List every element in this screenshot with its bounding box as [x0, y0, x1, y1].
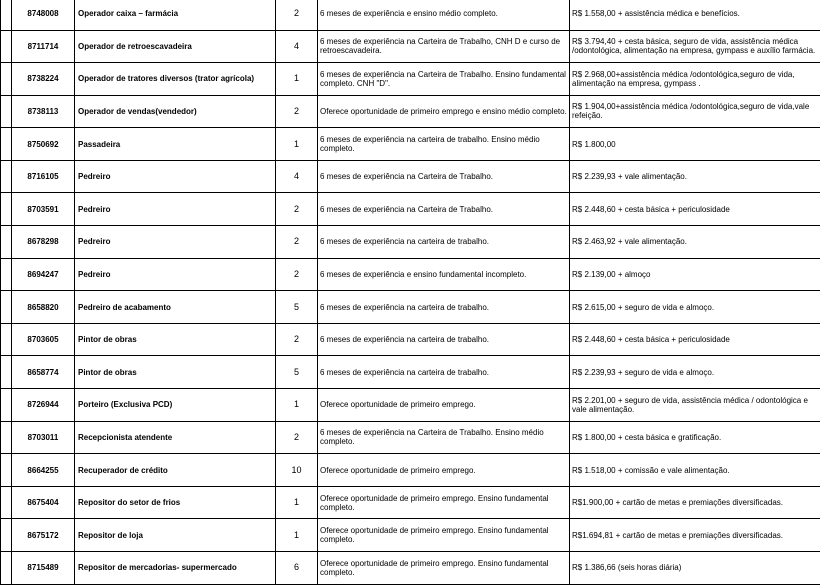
- row-margin-cell: [1, 226, 12, 259]
- vacancy-count: 10: [276, 454, 318, 487]
- job-title: Pedreiro: [75, 226, 276, 259]
- job-title: Operador de tratores diversos (trator agrícola): [75, 63, 276, 96]
- table-row: [1, 193, 820, 226]
- salary-benefits: R$1.900,00 + cartão de metas e premiações diversificadas.: [570, 486, 820, 519]
- salary-benefits: R$ 2.448,60 + cesta básica + periculosidade: [570, 193, 820, 226]
- table-row: [1, 226, 820, 259]
- vacancy-code: 8711714: [12, 30, 75, 63]
- row-margin-cell: [1, 356, 12, 389]
- vacancy-count: 2: [276, 323, 318, 356]
- row-margin-cell: [1, 323, 12, 356]
- row-margin-cell: [1, 552, 12, 585]
- table-row: [1, 30, 820, 63]
- vacancy-code: 8716105: [12, 160, 75, 193]
- vacancy-count: 1: [276, 63, 318, 96]
- requirements: Oferece oportunidade de primeiro emprego.: [318, 389, 570, 422]
- requirements: Oferece oportunidade de primeiro emprego. Ensino fundamental completo.: [318, 519, 570, 552]
- vacancy-count: 2: [276, 0, 318, 30]
- row-margin-cell: [1, 160, 12, 193]
- vacancy-count: 4: [276, 160, 318, 193]
- salary-benefits: R$1.694,81 + cartão de metas e premiações diversificadas.: [570, 519, 820, 552]
- job-title: Operador de retroescavadeira: [75, 30, 276, 63]
- salary-benefits: R$ 2.201,00 + seguro de vida, assistência médica / odontológica e vale alimentação.: [570, 389, 820, 422]
- requirements: Oferece oportunidade de primeiro emprego. Ensino fundamental completo.: [318, 552, 570, 585]
- salary-benefits: R$ 3.794,40 + cesta básica, seguro de vida, assistência médica /odontológica, alimentação na empresa, gympass e auxílio farmácia.: [570, 30, 820, 63]
- table-row: [1, 454, 820, 487]
- requirements: 6 meses de experiência na Carteira de Trabalho.: [318, 193, 570, 226]
- vacancy-code: 8703591: [12, 193, 75, 226]
- salary-benefits: R$ 2.239,93 + seguro de vida e almoço.: [570, 356, 820, 389]
- salary-benefits: R$ 1.800,00: [570, 128, 820, 161]
- vacancy-code: 8703605: [12, 323, 75, 356]
- job-title: Pedreiro: [75, 193, 276, 226]
- requirements: 6 meses de experiência e ensino fundamental incompleto.: [318, 258, 570, 291]
- vacancy-count: 2: [276, 421, 318, 454]
- requirements: 6 meses de experiência na carteira de trabalho.: [318, 291, 570, 324]
- vacancy-count: 5: [276, 291, 318, 324]
- row-margin-cell: [1, 486, 12, 519]
- vacancy-code: 8703011: [12, 421, 75, 454]
- requirements: 6 meses de experiência na carteira de trabalho.: [318, 356, 570, 389]
- job-title: Operador de vendas(vendedor): [75, 95, 276, 128]
- job-title: Repositor de loja: [75, 519, 276, 552]
- vacancy-code: 8675404: [12, 486, 75, 519]
- job-title: Pedreiro: [75, 160, 276, 193]
- vacancy-code: 8678298: [12, 226, 75, 259]
- row-margin-cell: [1, 258, 12, 291]
- job-title: Repositor de mercadorias- supermercado: [75, 552, 276, 585]
- vacancy-count: 2: [276, 193, 318, 226]
- vacancy-code: 8694247: [12, 258, 75, 291]
- vacancy-code: 8658774: [12, 356, 75, 389]
- requirements: 6 meses de experiência na carteira de trabalho.: [318, 226, 570, 259]
- salary-benefits: R$ 1.518,00 + comissão e vale alimentação.: [570, 454, 820, 487]
- requirements: 6 meses de experiência na Carteira de Trabalho. Ensino médio completo.: [318, 421, 570, 454]
- vacancy-code: 8675172: [12, 519, 75, 552]
- table-row: [1, 389, 820, 422]
- table-row: [1, 258, 820, 291]
- job-title: Pedreiro: [75, 258, 276, 291]
- row-margin-cell: [1, 30, 12, 63]
- vacancy-code: 8715489: [12, 552, 75, 585]
- requirements: 6 meses de experiência e ensino médio completo.: [318, 0, 570, 30]
- row-margin-cell: [1, 454, 12, 487]
- table-row: [1, 128, 820, 161]
- table-row: [1, 63, 820, 96]
- requirements: 6 meses de experiência na carteira de trabalho.: [318, 323, 570, 356]
- row-margin-cell: [1, 63, 12, 96]
- salary-benefits: R$ 2.463,92 + vale alimentação.: [570, 226, 820, 259]
- vacancy-count: 2: [276, 95, 318, 128]
- row-margin-cell: [1, 291, 12, 324]
- table-row: [1, 291, 820, 324]
- vacancy-count: 1: [276, 128, 318, 161]
- requirements: Oferece oportunidade de primeiro emprego.: [318, 454, 570, 487]
- row-margin-cell: [1, 519, 12, 552]
- vacancy-count: 5: [276, 356, 318, 389]
- vacancy-code: 8726944: [12, 389, 75, 422]
- vacancy-count: 1: [276, 389, 318, 422]
- salary-benefits: R$ 1.386,66 (seis horas diária): [570, 552, 820, 585]
- table-row: [1, 519, 820, 552]
- vacancy-code: 8748008: [12, 0, 75, 30]
- requirements: 6 meses de experiência na Carteira de Trabalho.: [318, 160, 570, 193]
- row-margin-cell: [1, 128, 12, 161]
- salary-benefits: R$ 2.615,00 + seguro de vida e almoço.: [570, 291, 820, 324]
- requirements: Oferece oportunidade de primeiro emprego. Ensino fundamental completo.: [318, 486, 570, 519]
- table-body: [1, 0, 820, 584]
- requirements: Oferece oportunidade de primeiro emprego e ensino médio completo.: [318, 95, 570, 128]
- table-row: [1, 160, 820, 193]
- requirements: 6 meses de experiência na carteira de trabalho. Ensino médio completo.: [318, 128, 570, 161]
- requirements: 6 meses de experiência na Carteira de Trabalho. Ensino fundamental completo. CNH "D".: [318, 63, 570, 96]
- table-row: [1, 421, 820, 454]
- salary-benefits: R$ 2.968,00+assistência médica /odontológica,seguro de vida, alimentação na empresa, gympass .: [570, 63, 820, 96]
- vacancy-count: 2: [276, 258, 318, 291]
- job-title: Pintor de obras: [75, 356, 276, 389]
- salary-benefits: R$ 2.448,60 + cesta básica + periculosidade: [570, 323, 820, 356]
- table-row: [1, 552, 820, 585]
- vacancy-code: 8738113: [12, 95, 75, 128]
- vacancy-code: 8750692: [12, 128, 75, 161]
- salary-benefits: R$ 1.558,00 + assistência médica e benefícios.: [570, 0, 820, 30]
- table-row: [1, 323, 820, 356]
- job-title: Pedreiro de acabamento: [75, 291, 276, 324]
- job-title: Recepcionista atendente: [75, 421, 276, 454]
- salary-benefits: R$ 2.239,93 + vale alimentação.: [570, 160, 820, 193]
- row-margin-cell: [1, 193, 12, 226]
- row-margin-cell: [1, 389, 12, 422]
- vacancy-count: 4: [276, 30, 318, 63]
- table-row: [1, 0, 820, 30]
- salary-benefits: R$ 1.800,00 + cesta básica e gratificação.: [570, 421, 820, 454]
- job-title: Recuperador de crédito: [75, 454, 276, 487]
- job-title: Passadeira: [75, 128, 276, 161]
- salary-benefits: R$ 1.904,00+assistência médica /odontológica,seguro de vida,vale refeição.: [570, 95, 820, 128]
- vacancy-code: 8738224: [12, 63, 75, 96]
- job-title: Repositor do setor de frios: [75, 486, 276, 519]
- table-row: [1, 95, 820, 128]
- table-row: [1, 486, 820, 519]
- salary-benefits: R$ 2.139,00 + almoço: [570, 258, 820, 291]
- vacancy-code: 8664255: [12, 454, 75, 487]
- job-title: Pintor de obras: [75, 323, 276, 356]
- row-margin-cell: [1, 421, 12, 454]
- vacancy-count: 6: [276, 552, 318, 585]
- vacancy-count: 1: [276, 486, 318, 519]
- row-margin-cell: [1, 0, 12, 30]
- vacancy-count: 2: [276, 226, 318, 259]
- requirements: 6 meses de experiência na Carteira de Trabalho, CNH D e curso de retroescavadeira.: [318, 30, 570, 63]
- vacancy-code: 8658820: [12, 291, 75, 324]
- job-title: Operador caixa – farmácia: [75, 0, 276, 30]
- row-margin-cell: [1, 95, 12, 128]
- table-row: [1, 356, 820, 389]
- job-title: Porteiro (Exclusiva PCD): [75, 389, 276, 422]
- vacancy-count: 1: [276, 519, 318, 552]
